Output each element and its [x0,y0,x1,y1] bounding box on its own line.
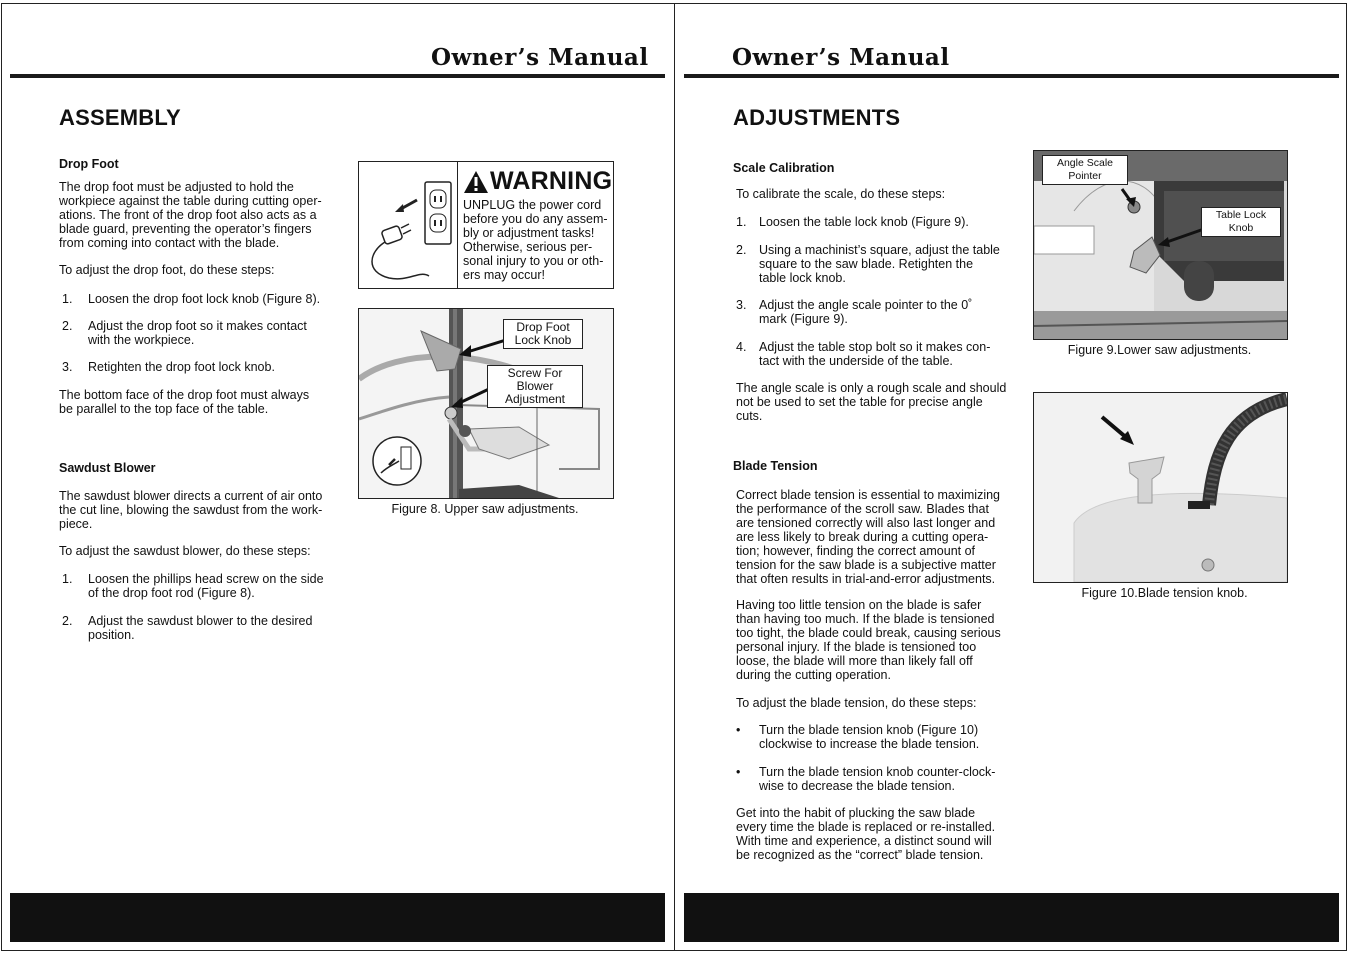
figure-caption: Figure 8. Upper saw adjustments. [391,502,579,516]
list-item: 2. Using a machinist’s square, adjust the table square to the saw blade. Retighten the table lock knob. [736,243,1000,285]
list-item: • Turn the blade tension knob counter-clock- wise to decrease the blade tension. [736,765,996,793]
header-rule [684,74,1339,78]
sawdust-lead: To adjust the sawdust blower, do these steps: [59,544,311,558]
figure-9 [1033,150,1288,340]
figure-caption: Figure 10.Blade tension knob. [1081,586,1248,600]
unplug-illustration [359,162,459,288]
warning-text: UNPLUG the power cord before you do any assem- bly or adjustment tasks! Otherwise, serious per- sonal injury to you or oth- ers may occur! [463,198,608,282]
callout-angle-scale-pointer: Angle Scale Pointer [1042,155,1128,185]
section-title: ADJUSTMENTS [733,105,901,130]
list-item: 3. Adjust the angle scale pointer to the 0˚ mark (Figure 9). [736,298,973,326]
left-page [0,0,674,954]
callout-blower-screw: Screw For Blower Adjustment [487,365,583,408]
sawdust-intro: The sawdust blower directs a current of air onto the cut line, blowing the sawdust from the work- piece. [59,489,323,531]
list-item: 3. Retighten the drop foot lock knob. [62,360,275,374]
header-title: Owner’s Manual [431,44,649,71]
header-title: Owner’s Manual [732,44,950,71]
tension-paragraph: Having too little tension on the blade is safer than having too much. If the blade is tensioned too tight, the blade could break, causing serious personal injury. If the blade is tensioned too loose, the blade will more than likely fall off during the cutting operation. [736,598,1001,682]
subsection-heading: Scale Calibration [733,161,835,175]
list-item: 4. Adjust the table stop bolt so it makes con- tact with the underside of the table. [736,340,991,368]
tension-paragraph: Correct blade tension is essential to maximizing the performance of the scroll saw. Blades that are tensioned correctly will also last longer and are less likely to break during a cutting opera- tion; however, finding the correct amount of tension for the saw blade is a subjective matter that often results in trial-and-error adjustments. [736,488,1001,586]
list-item: 2. Adjust the sawdust blower to the desired position. [62,614,313,642]
figure-caption: Figure 9.Lower saw adjustments. [1067,343,1252,357]
drop-foot-intro: The drop foot must be adjusted to hold the workpiece against the table during cutting oper- ations. The front of the drop foot also acts as a blade guard, preventing the operator’s fingers from coming into contact with the blade. [59,180,322,250]
figure-10 [1033,392,1288,583]
scale-note: The angle scale is only a rough scale and should not be used to set the table for precise angle cuts. [736,381,1007,423]
header-rule [10,74,665,78]
callout-drop-foot-lock-knob: Drop Foot Lock Knob [503,319,583,349]
warning-title: WARNING [490,167,613,195]
warning-box [358,161,614,289]
tension-lead: To adjust the blade tension, do these steps: [736,696,977,710]
list-item: 1. Loosen the phillips head screw on the side of the drop foot rod (Figure 8). [62,572,324,600]
drop-foot-note: The bottom face of the drop foot must always be parallel to the top face of the table. [59,388,310,416]
tension-paragraph: Get into the habit of plucking the saw blade every time the blade is replaced or re-installed. With time and experience, a distinct sound will be recognized as the “correct” blade tension. [736,806,996,862]
subsection-heading: Blade Tension [733,459,818,473]
list-item: 1. Loosen the drop foot lock knob (Figure 8). [62,292,321,306]
footer-bar [684,893,1339,942]
list-item: • Turn the blade tension knob (Figure 10) clockwise to increase the blade tension. [736,723,980,751]
section-title: ASSEMBLY [59,105,181,130]
callout-table-lock-knob: Table Lock Knob [1201,207,1281,237]
list-item: 1. Loosen the table lock knob (Figure 9). [736,215,969,229]
subsection-heading: Drop Foot [59,157,119,171]
subsection-heading: Sawdust Blower [59,461,156,475]
footer-bar [10,893,665,942]
right-page [675,0,1349,954]
scale-lead: To calibrate the scale, do these steps: [736,187,946,201]
warning-triangle-icon [463,170,489,194]
drop-foot-lead: To adjust the drop foot, do these steps: [59,263,275,277]
list-item: 2. Adjust the drop foot so it makes contact with the workpiece. [62,319,307,347]
blade-tension-knob-photo [1034,393,1287,582]
figure-8 [358,308,614,499]
